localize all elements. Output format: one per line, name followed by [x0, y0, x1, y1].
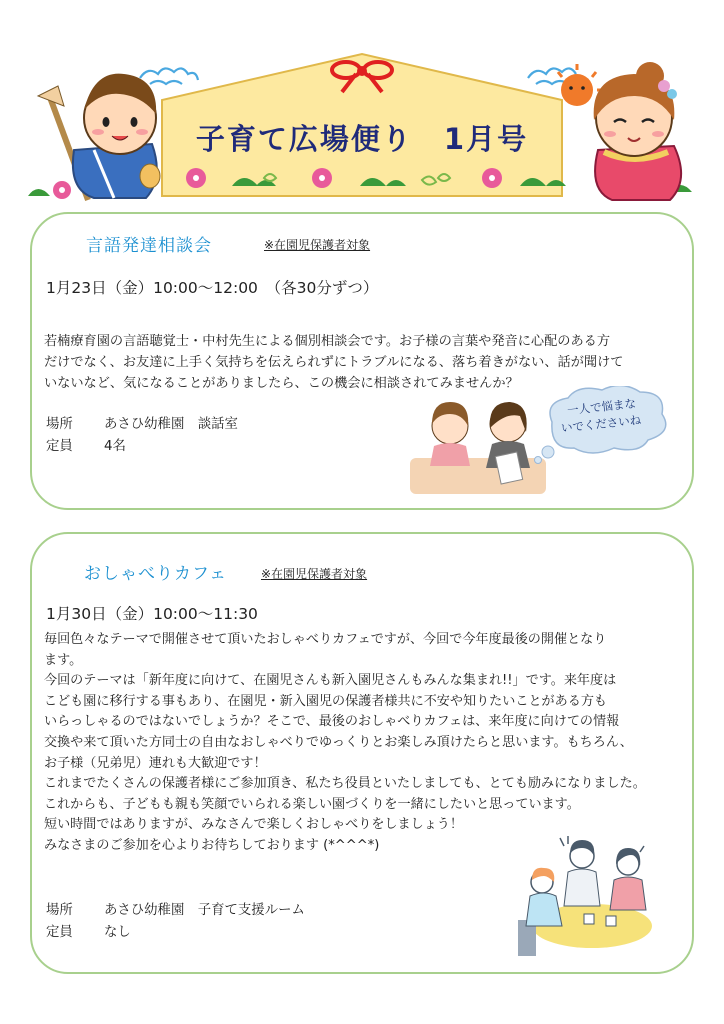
description-line: これからも、子どもも親も笑顔でいられる楽しい園づくりを一緒にしたいと思っています。 [44, 796, 580, 812]
description-line: こども園に移行する事もあり、在園児・新入園児の保護者様共に不安や知りたいことがある方も [44, 693, 608, 709]
target-note: ※在園児保護者対象 [261, 567, 368, 581]
description-line: いらっしゃるのではないでしょうか？そこで、最後のおしゃべりカフェは、来年度に向けての情報 [44, 714, 620, 730]
info-value: 4名 [104, 439, 126, 454]
info-label: 定員 [46, 439, 73, 454]
description-line: みなさまのご参加を心よりお待ちしております (*^^^*) [44, 837, 380, 853]
page-title: 子育て広場便り 1月号 [195, 122, 529, 156]
section-title: 言語発達相談会 [86, 236, 212, 256]
description-line: 若楠療育園の言語聴覚士・中村先生による個別相談会です。お子様の言葉や発音に心配のある方 [44, 334, 611, 349]
description-line: これまでたくさんの保護者様にご参加頂き、私たち役員といたしましても、とても励みになりました。 [44, 776, 646, 792]
description-line: 今回のテーマは「新年度に向けて、在園児さんも新入園児さんもみんな集まれ!!」です。来年度は [44, 673, 617, 689]
description-line: ます。 [44, 652, 83, 668]
event-date: 1月30日（金）10:00～11:30 [46, 605, 258, 623]
info-label: 場所 [46, 417, 73, 432]
cloud-icon [140, 68, 198, 84]
info-label: 定員 [46, 925, 73, 940]
section-chat-cafe [30, 532, 694, 974]
section-language-consultation [30, 212, 694, 510]
section-title: おしゃべりカフェ [84, 564, 228, 584]
info-row-place [46, 414, 238, 436]
description-line: いないなど、気になることがありましたら、この機会に相談されてみませんか？ [44, 376, 519, 391]
info-value: あさひ幼稚園 子育て支援ルーム [104, 903, 305, 918]
description-line: だけでなく、お友達に上手く気持ちを伝えられずにトラブルになる、落ち着きがない、話が聞けて [44, 355, 624, 370]
info-row-capacity [46, 922, 305, 944]
info-value: なし [104, 925, 131, 940]
info-row-capacity [46, 436, 238, 458]
description-line: 短い時間ではありますが、みなさんで楽しくおしゃべりをしましょう！ [44, 817, 463, 833]
bubble-line: 一人で悩まな [566, 396, 637, 418]
info-row-place [46, 900, 305, 922]
event-info [46, 414, 238, 458]
cafe-chat-illustration [508, 834, 658, 964]
description-line: お子様（兄弟児）連れも大歓迎です！ [44, 755, 267, 771]
info-label: 場所 [46, 903, 73, 918]
description-line: 毎回色々なテーマで開催させて頂いたおしゃべりカフェですが、今回で今年度最後の開催となり [44, 632, 607, 647]
event-info [46, 900, 305, 944]
event-description [44, 630, 646, 857]
boy-character-illustration [38, 74, 160, 200]
description-line: 交換や来て頂いた方同士の自由なおしゃべりでゆっくりとお楽しみ頂けたらと思います。もちろん、 [44, 734, 633, 750]
target-note: ※在園児保護者対象 [264, 238, 371, 252]
info-value: あさひ幼稚園 談話室 [104, 417, 238, 432]
bubble-line: いでくださいね [560, 412, 642, 436]
event-description [44, 331, 623, 394]
newsletter-header [0, 0, 724, 210]
girl-character-illustration [594, 62, 681, 200]
event-date: 1月23日（金）10:00～12:00 （各30分ずつ） [46, 279, 379, 297]
header-illustration [0, 0, 724, 210]
